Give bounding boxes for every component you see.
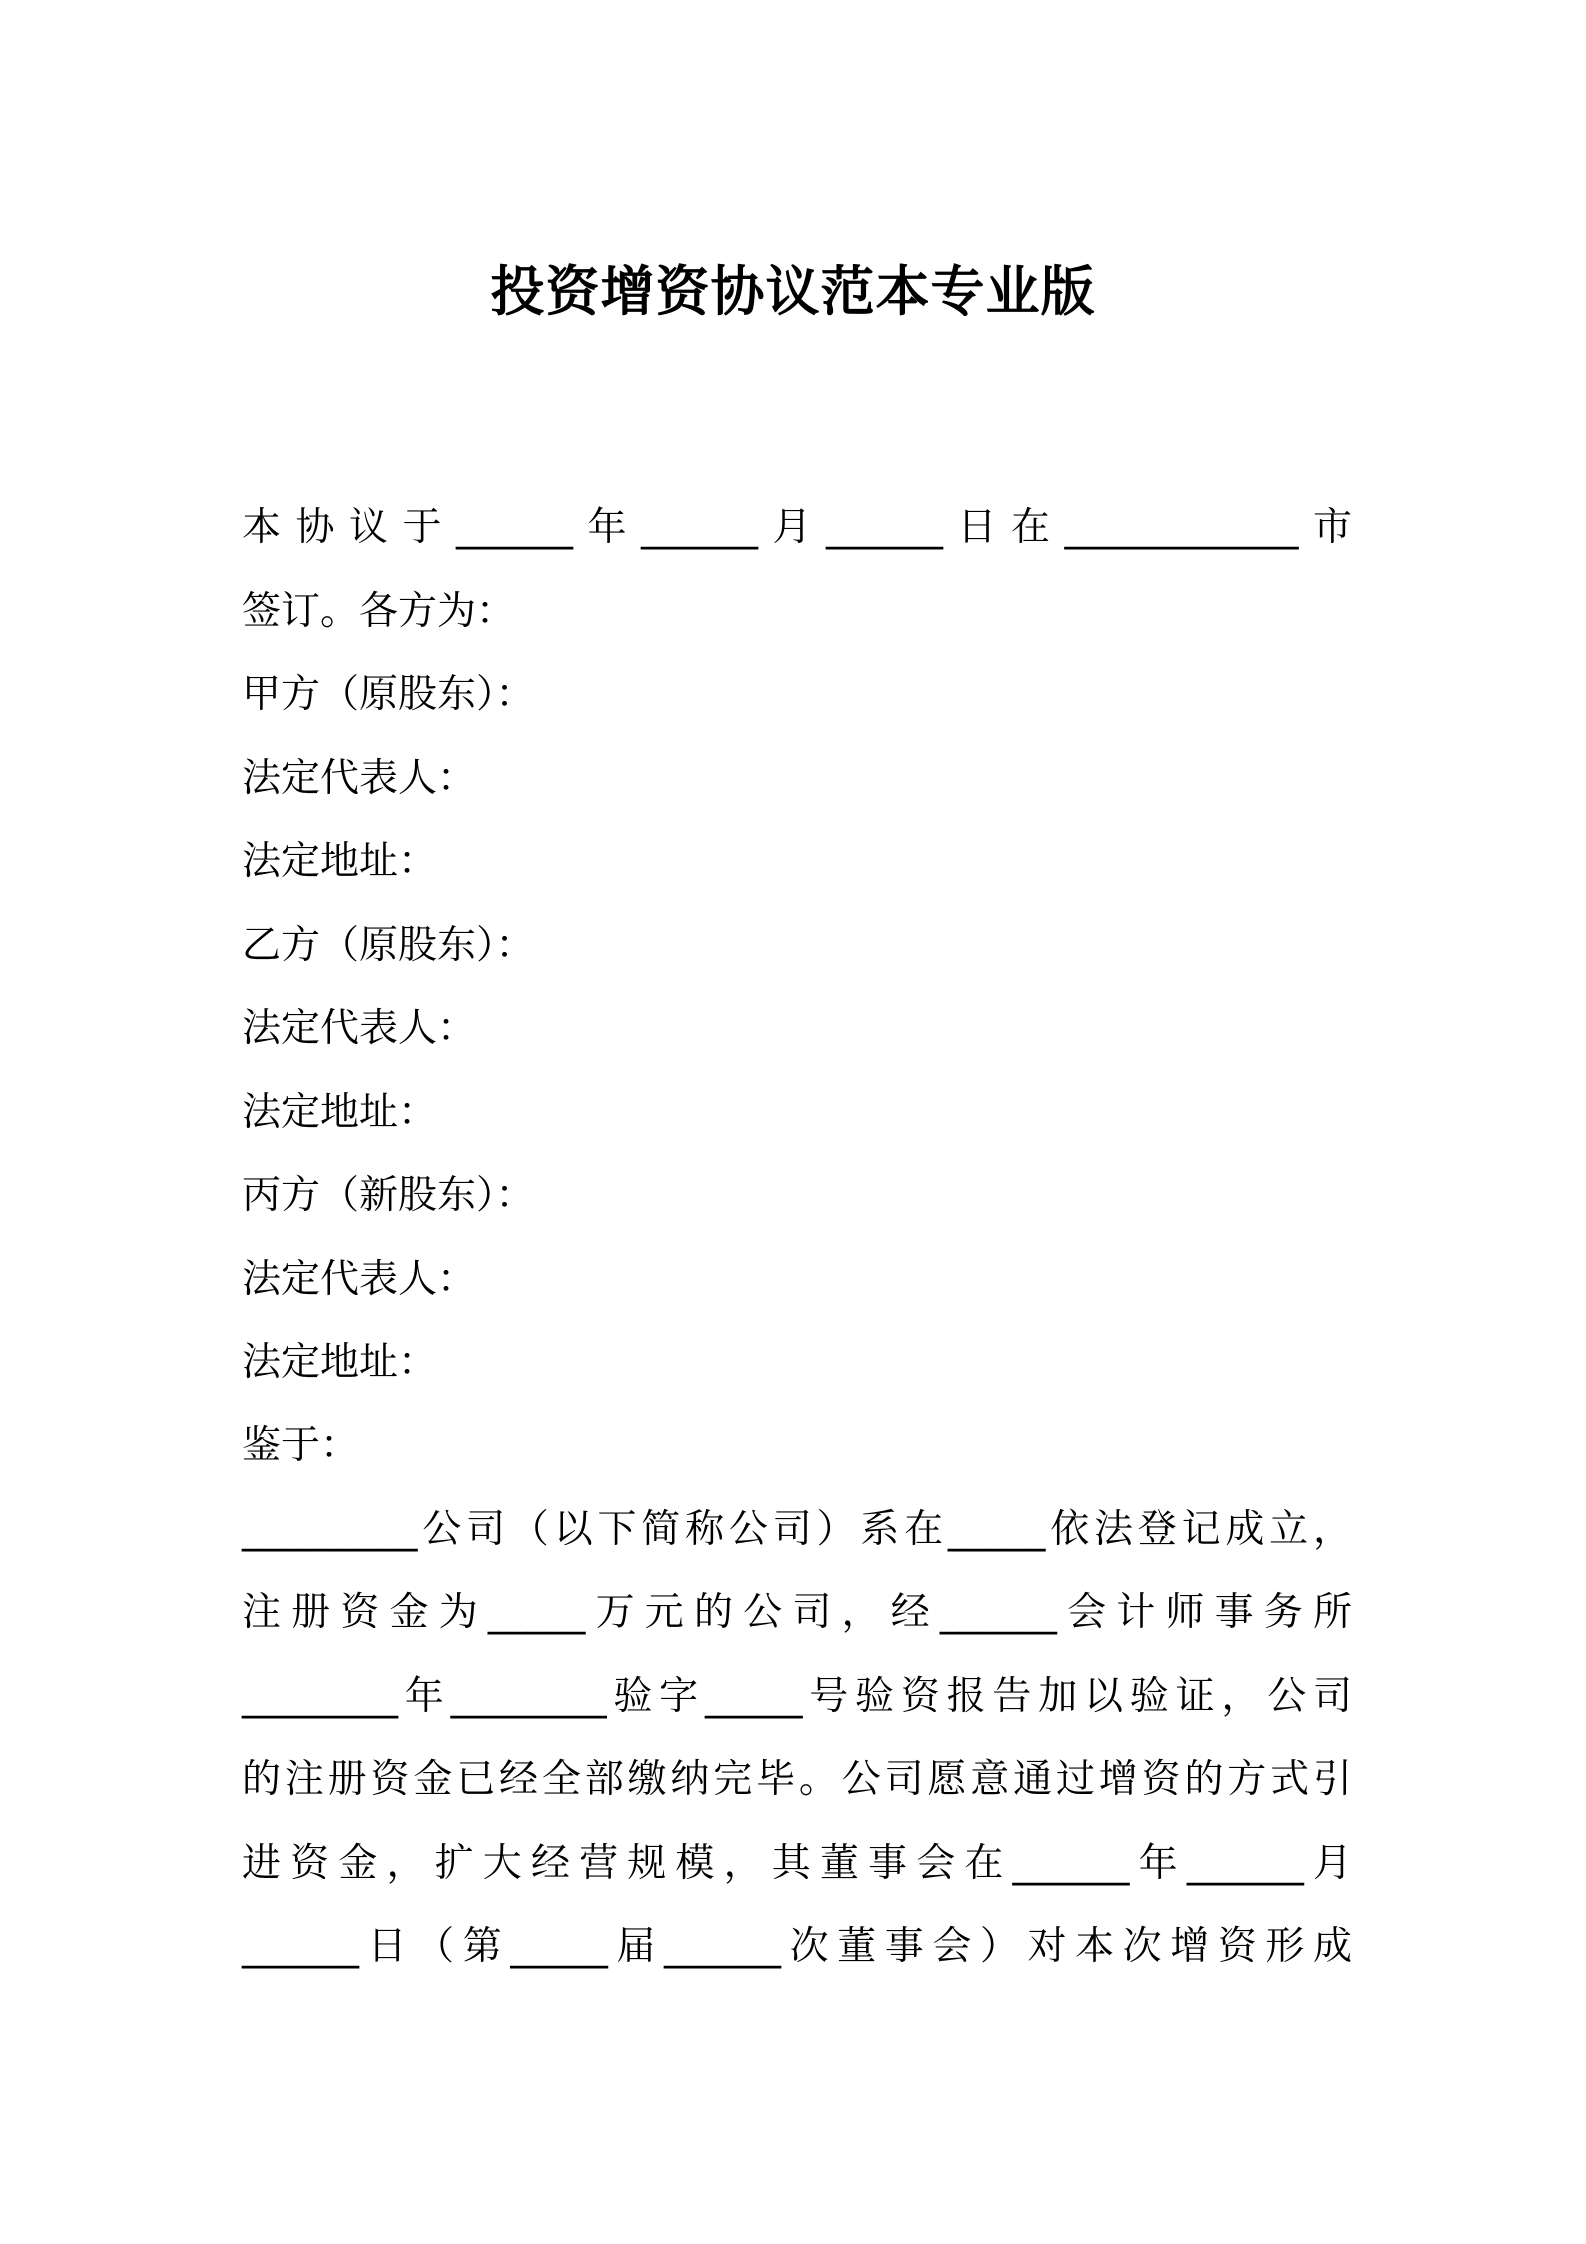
text-line: 乙方（原股东）： (242, 923, 535, 968)
document-title: 投资增资协议范本专业版 (490, 260, 1096, 323)
text-line: 甲方（原股东）： (242, 672, 535, 717)
text-line: 法定地址： (242, 1090, 438, 1135)
text-line: 本协议于______年______月______日在____________市 (242, 505, 1352, 550)
text-line: 的注册资金已经全部缴纳完毕。公司愿意通过增资的方式引 (242, 1757, 1352, 1802)
text-line: ______日（第_____届______次董事会）对本次增资形成 (242, 1924, 1352, 1969)
text-line: 法定地址： (242, 839, 438, 884)
text-line: 进资金，扩大经营规模，其董事会在______年______月 (242, 1841, 1352, 1886)
text-line: 鉴于： (242, 1423, 360, 1468)
text-line: 法定代表人： (242, 756, 477, 801)
text-line: 丙方（新股东）： (242, 1173, 535, 1218)
text-line: 法定代表人： (242, 1006, 477, 1051)
text-line: 法定代表人： (242, 1257, 477, 1302)
text-line: 法定地址： (242, 1340, 438, 1385)
text-line: _________公司（以下简称公司）系在_____依法登记成立， (242, 1507, 1352, 1552)
text-line: 注册资金为_____万元的公司，经______会计师事务所 (242, 1590, 1352, 1635)
text-line: ________年________验字_____号验资报告加以验证，公司 (242, 1674, 1352, 1719)
text-line: 签订。各方为： (242, 589, 516, 634)
